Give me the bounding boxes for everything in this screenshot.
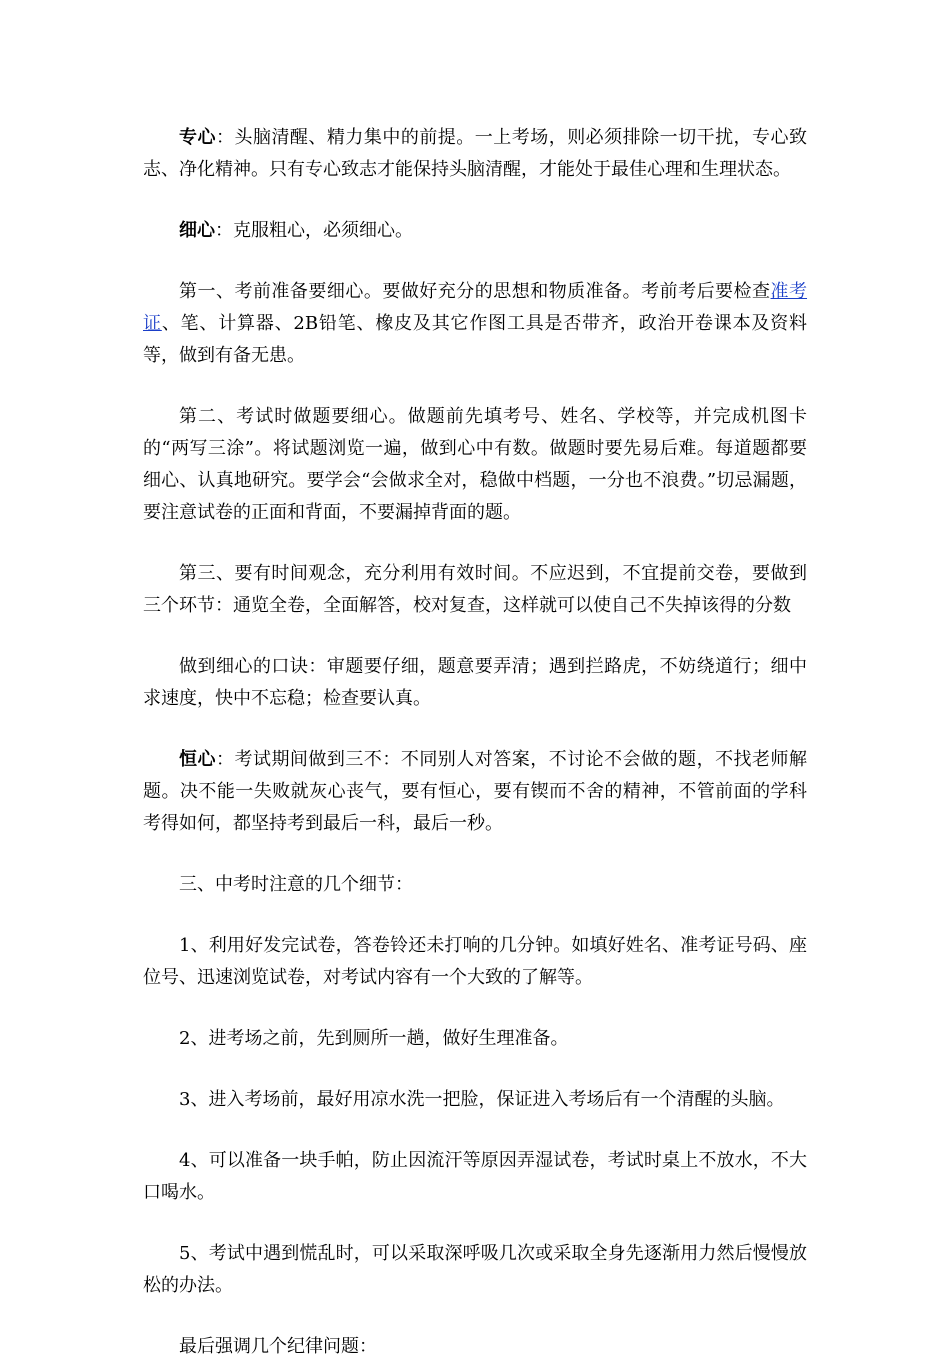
perseverance-text: ：考试期间做到三不：不同别人对答案，不讨论不会做的题，不找老师解题。决不能一失败就灰心丧气，要有恒心，要有锲而不舍的精神，不管前面的学科考得如何，都坚持考到最后一科，最后一秒。 — [143, 749, 808, 834]
perseverance-heading: 恒心 — [179, 749, 216, 770]
paragraph-discipline: 最后强调几个纪律问题： — [179, 1336, 377, 1357]
focus-text: ：头脑清醒、精力集中的前提。一上考场，则必须排除一切干扰，专心致志、净化精神。只有专心致志才能保持头脑清醒，才能处于最佳心理和生理状态。 — [143, 127, 808, 180]
paragraph-focus — [143, 122, 807, 186]
careful-heading: 细心 — [179, 220, 215, 241]
paragraph-detail-5: 5、考试中遇到慌乱时，可以采取深呼吸几次或采取全身先逐渐用力然后慢慢放松的办法。 — [143, 1243, 807, 1296]
preparation-text-before: 第一、考前准备要细心。要做好充分的思想和物质准备。考前考后要检查 — [179, 281, 771, 302]
careful-text: ：克服粗心，必须细心。 — [215, 220, 413, 241]
focus-heading: 专心 — [179, 127, 216, 148]
paragraph-detail-2: 2、进考场之前，先到厕所一趟，做好生理准备。 — [179, 1028, 569, 1049]
paragraph-mnemonic: 做到细心的口诀：审题要仔细，题意要弄清；遇到拦路虎，不妨绕道行；细中求速度，快中不忘稳；检查要认真。 — [143, 656, 807, 709]
paragraph-detail-3: 3、进入考场前，最好用凉水洗一把脸，保证进入考场后有一个清醒的头脑。 — [179, 1089, 785, 1110]
paragraph-detail-4: 4、可以准备一块手帕，防止因流汗等原因弄湿试卷，考试时桌上不放水，不大口喝水。 — [143, 1150, 807, 1203]
paragraph-details-heading: 三、中考时注意的几个细节： — [179, 874, 413, 895]
admission-ticket-link[interactable]: 准考证 — [143, 281, 808, 334]
paragraph-detail-1: 1、利用好发完试卷，答卷铃还未打响的几分钟。如填好姓名、准考证号码、座位号、迅速浏览试卷，对考试内容有一个大致的了解等。 — [143, 935, 807, 988]
paragraph-preparation — [143, 276, 807, 372]
paragraph-time: 第三、要有时间观念，充分利用有效时间。不应迟到，不宜提前交卷，要做到三个环节：通览全卷，全面解答，校对复查，这样就可以使自己不失掉该得的分数 — [143, 563, 807, 616]
preparation-text-after: 、笔、计算器、2B铅笔、橡皮及其它作图工具是否带齐，政治开卷课本及资料等，做到有备无患。 — [143, 313, 807, 366]
paragraph-perseverance — [143, 744, 807, 840]
paragraph-careful — [143, 215, 807, 247]
paragraph-answering: 第二、考试时做题要细心。做题前先填考号、姓名、学校等，并完成机图卡的“两写三涂”。将试题浏览一遍，做到心中有数。做题时要先易后难。每道题都要细心、认真地研究。要学会“会做求全对，稳做中档题，一分也不浪费。”切忌漏题，要注意试卷的正面和背面，不要漏掉背面的题。 — [143, 406, 807, 523]
